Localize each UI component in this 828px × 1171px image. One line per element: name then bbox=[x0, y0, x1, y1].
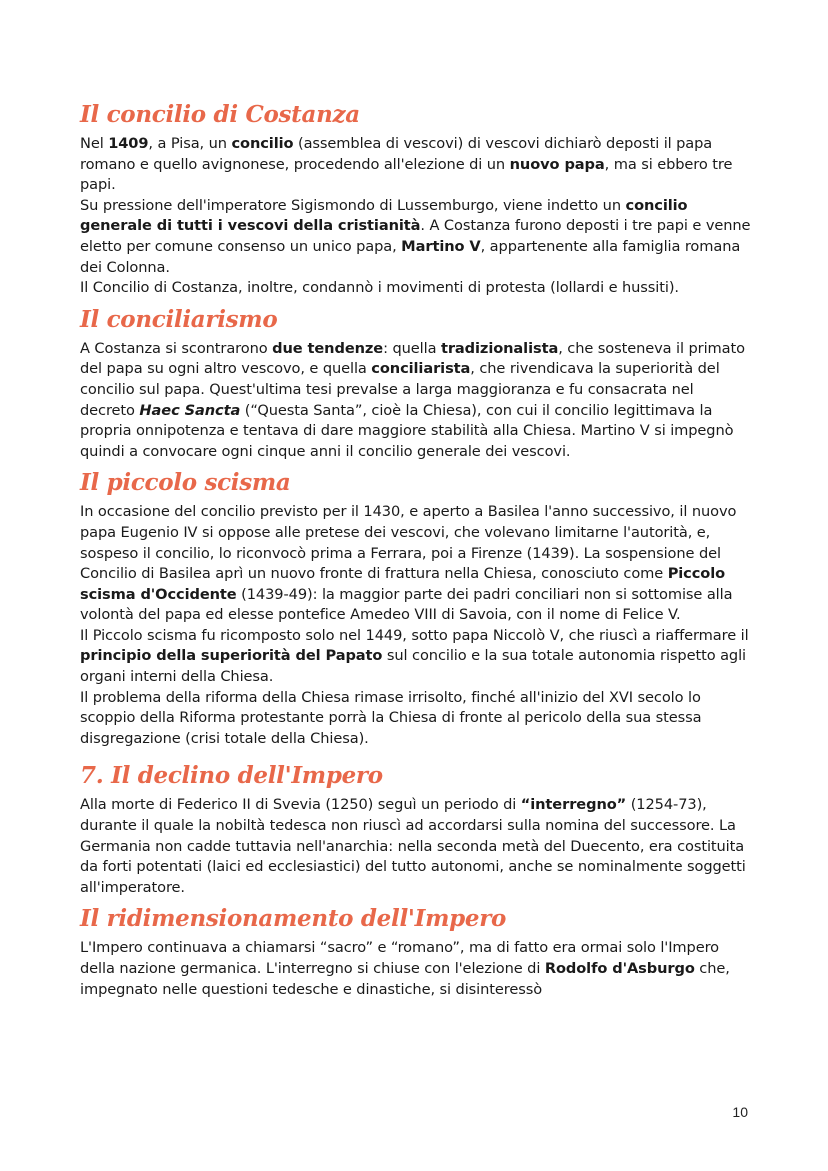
body-paragraph bbox=[80, 134, 752, 196]
text-run: , che sosteneva il primato del papa su ogni altro vescovo, e quella bbox=[80, 339, 745, 378]
bold-term: Haec Sancta bbox=[139, 401, 241, 419]
bold-term: 1409 bbox=[108, 135, 149, 152]
bold-term: tradizionalista bbox=[440, 339, 559, 357]
text-run: L'Impero continuava a chiamarsi “sacro” e “romano”, ma di fatto era ormai solo l'Impero della nazione germanica. L'interregno si chiuse con l'elezione di bbox=[80, 939, 719, 977]
text-run: , a Pisa, un bbox=[148, 135, 232, 152]
section-heading: Il ridimensionamento dell'Impero bbox=[80, 905, 507, 933]
section bbox=[80, 904, 752, 1000]
bold-term: nuovo papa bbox=[509, 155, 605, 173]
text-run: Il Piccolo scisma fu ricomposto solo nel 1449, sotto papa Niccolò V, che riuscì a riaffermare il bbox=[80, 626, 749, 644]
document-page bbox=[80, 100, 752, 1006]
text-run: Su pressione dell'imperatore Sigismondo di Lussemburgo, viene indetto un bbox=[80, 196, 626, 214]
body-paragraph bbox=[80, 339, 752, 463]
text-run: (assemblea di vescovi) di vescovi dichiarò deposti il papa romano e quello avignonese, procedendo all'elezione di un bbox=[80, 135, 713, 173]
text-run: Il problema della riforma della Chiesa rimase irrisolto, finché all'inizio del XVI secolo lo scoppio della Riforma protestante porrà la Chiesa di fronte al pericolo della sua stessa disgregazione (crisi totale della Chiesa). bbox=[80, 688, 702, 747]
section-heading: Il piccolo scisma bbox=[80, 469, 291, 497]
section bbox=[80, 761, 752, 898]
text-run: , ma si ebbero tre papi. bbox=[80, 155, 733, 194]
bold-term: due tendenze bbox=[272, 339, 384, 357]
section-heading: 7. Il declino dell'Impero bbox=[80, 762, 383, 790]
text-run: : quella bbox=[383, 339, 441, 357]
text-run: . A Costanza furono deposti i tre papi e venne eletto per comune consenso un unico papa, bbox=[80, 217, 751, 255]
body-paragraph bbox=[80, 196, 752, 278]
page-number: 10 bbox=[732, 1104, 748, 1120]
text-run: In occasione del concilio previsto per il 1430, e aperto a Basilea l'anno successivo, il nuovo papa Eugenio IV si oppose alle pretese dei vescovi, che volevano limitarne l'autorità, e, sospeso il concilio, lo riconvocò prima a Ferrara, poi a Firenze (1439). La sospensione del Concilio di Basilea aprì un nuovo fronte di frattura nella Chiesa, conosciuto come bbox=[80, 503, 737, 583]
body-paragraph bbox=[80, 626, 752, 688]
text-run: A Costanza si scontrarono bbox=[80, 339, 273, 357]
section bbox=[80, 305, 752, 463]
section bbox=[80, 468, 752, 749]
body-paragraph bbox=[80, 278, 752, 299]
text-run: , che rivendicava la superiorità del concilio sul papa. Quest'ultima tesi prevalse a larga maggioranza e fu consacrata nel decreto bbox=[80, 360, 720, 419]
text-run: (1254-73), durante il quale la nobiltà tedesca non riuscì ad accordarsi sulla nomina del successore. La Germania non cadde tuttavia nell'anarchia: nella seconda metà del Duecento, era costituita da forti potentati (laici ed ecclesiastici) del tutto autonomi, anche se nominalmente soggetti all'imperatore. bbox=[80, 796, 746, 896]
body-paragraph bbox=[80, 938, 752, 1000]
bold-term: Martino V bbox=[401, 237, 481, 255]
sections-container bbox=[80, 100, 752, 1000]
text-run: Il Concilio di Costanza, inoltre, condannò i movimenti di protesta (lollardi e hussiti). bbox=[80, 279, 679, 297]
bold-term: concilio bbox=[231, 135, 294, 152]
section-heading: Il concilio di Costanza bbox=[80, 101, 360, 128]
bold-term: “interregno” bbox=[520, 796, 627, 814]
bold-term: concilio generale di tutti i vescovi della cristianità bbox=[80, 196, 688, 235]
text-run: Nel bbox=[80, 135, 109, 152]
text-run: Alla morte di Federico II di Svevia (1250) seguì un periodo di bbox=[80, 796, 521, 814]
bold-term: conciliarista bbox=[371, 360, 471, 378]
text-run: sul concilio e la sua totale autonomia rispetto agli organi interni della Chiesa. bbox=[80, 647, 746, 686]
text-run: , appartenente alla famiglia romana dei Colonna. bbox=[80, 237, 741, 276]
section bbox=[80, 100, 752, 299]
bold-term: principio della superiorità del Papato bbox=[80, 647, 383, 665]
body-paragraph bbox=[80, 795, 752, 898]
text-run: (1439-49): la maggior parte dei padri conciliari non si sottomise alla volontà del papa ed elesse pontefice Amedeo VIII di Savoia, con il nome di Felice V. bbox=[80, 585, 733, 624]
text-run: (“Questa Santa”, cioè la Chiesa), con cui il concilio legittimava la propria onnipotenza e tentava di dare maggiore stabilità alla Chiesa. Martino V si impegnò quindi a convocare ogni cinque anni il concilio generale dei vescovi. bbox=[80, 401, 734, 460]
bold-term: Piccolo scisma d'Occidente bbox=[80, 565, 726, 603]
body-paragraph bbox=[80, 502, 752, 626]
bold-term: Rodolfo d'Asburgo bbox=[544, 960, 695, 977]
body-paragraph bbox=[80, 688, 752, 750]
text-run: che, impegnato nelle questioni tedesche e dinastiche, si disinteressò bbox=[80, 960, 730, 998]
section-heading: Il conciliarismo bbox=[80, 305, 278, 333]
